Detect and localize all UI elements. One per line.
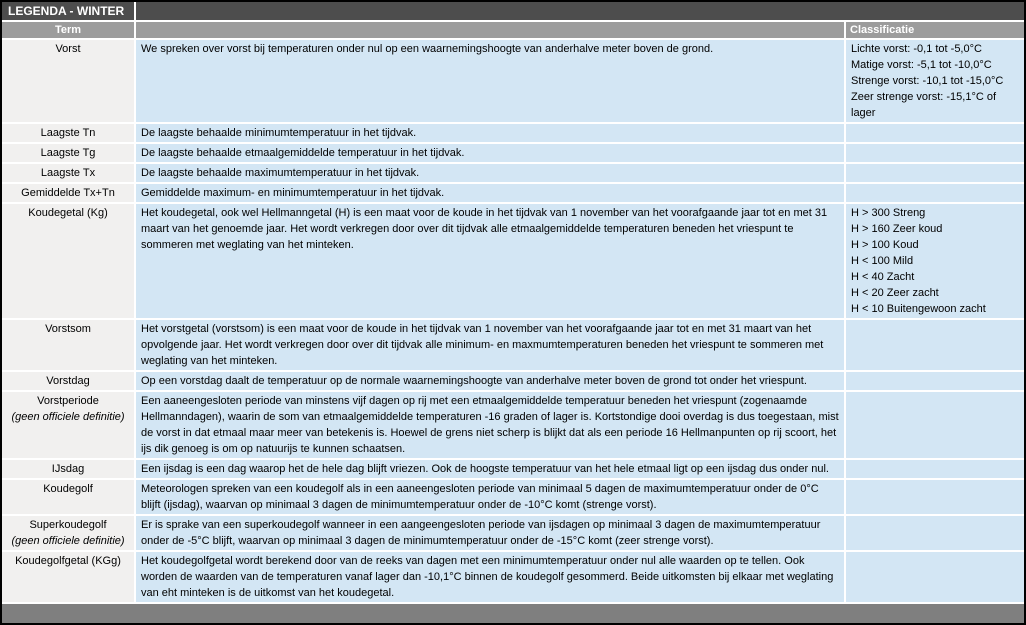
term-label: Koudegolfgetal (KGg) xyxy=(15,555,121,567)
term-cell xyxy=(2,460,134,478)
term-cell xyxy=(2,184,134,202)
table-row xyxy=(2,144,1024,162)
term-cell xyxy=(2,124,134,142)
classification-line: Lichte vorst: -0,1 tot -5,0°C xyxy=(851,43,982,55)
classification-cell xyxy=(846,204,1024,318)
table-row xyxy=(2,184,1024,202)
description-cell: Er is sprake van een superkoudegolf wanneer in een aangeengesloten periode van ijsdagen op minimaal 3 dagen de maximumtemperatuur onder de -5°C blijft, waarvan op minimaal 3 dagen de minimumtemperatuur onder de -15°C komt (zeer strenge vorst). xyxy=(136,516,844,550)
classification-cell xyxy=(846,372,1024,390)
classification-cell xyxy=(846,164,1024,182)
description-cell: Meteorologen spreken van een koudegolf als in een aaneengesloten periode van minimaal 5 dagen de maximumtemperatuur onder de 0°C blijft (ijsdag), waarvan op minimaal 3 dagen de minimumtemperatuur onder de -10°C komt (strenge vorst). xyxy=(136,480,844,514)
classification-cell xyxy=(846,552,1024,602)
table-body xyxy=(2,2,1024,602)
description-cell: Gemiddelde maximum- en minimumtemperatuur in het tijdvak. xyxy=(136,184,844,202)
description-cell: Het vorstgetal (vorstsom) is een maat voor de koude in het tijdvak van 1 november van het voorafgaande jaar tot en met 31 maart van het opvolgende jaar. Het wordt verkregen door over dit tijdvak alle minimum- en maxmumtemperaturen beneden het vriespunt te sommeren met weglating van het minteken. xyxy=(136,320,844,370)
term-label: IJsdag xyxy=(51,463,85,475)
table-row xyxy=(2,40,1024,122)
classification-cell xyxy=(846,124,1024,142)
term-cell xyxy=(2,372,134,390)
term-cell xyxy=(2,164,134,182)
column-header-description xyxy=(136,22,844,38)
term-label: Vorstdag xyxy=(46,375,90,387)
classification-line: Zeer strenge vorst: -15,1°C of lager xyxy=(851,91,997,119)
column-header-term: Term xyxy=(2,22,134,38)
page-title: LEGENDA - WINTER xyxy=(2,2,134,20)
title-row xyxy=(2,2,1024,20)
description-cell: De laagste behaalde etmaalgemiddelde temperatuur in het tijdvak. xyxy=(136,144,844,162)
column-header-row xyxy=(2,22,1024,38)
term-label: Vorstsom xyxy=(45,323,91,335)
description-cell: Het koudegolfgetal wordt berekend door van de reeks van dagen met een minimumtemperatuur onder nul alle waarden op te tellen. Ook worden de waarden van de temperaturen vanaf lager dan -10,1°C binnen de koudegolf gesommerd. Beide uitkomsten bij elkaar met weglating van eht minteken is de uitkomst van het koudegetal. xyxy=(136,552,844,602)
classification-cell xyxy=(846,516,1024,550)
table-row xyxy=(2,552,1024,602)
title-fill-bar xyxy=(136,2,1024,20)
term-cell xyxy=(2,392,134,458)
term-label: Laagste Tg xyxy=(40,147,96,159)
column-header-classificatie: Classificatie xyxy=(846,22,1024,38)
term-cell xyxy=(2,552,134,602)
description-cell: De laagste behaalde minimumtemperatuur in het tijdvak. xyxy=(136,124,844,142)
table-row xyxy=(2,124,1024,142)
term-cell xyxy=(2,320,134,370)
table-row xyxy=(2,372,1024,390)
classification-line: H < 40 Zacht xyxy=(851,271,915,283)
description-cell: Op een vorstdag daalt de temperatuur op de normale waarnemingshoogte van anderhalve meter boven de grond tot onder het vriespunt. xyxy=(136,372,844,390)
table-row xyxy=(2,204,1024,318)
term-cell xyxy=(2,144,134,162)
classification-line: Strenge vorst: -10,1 tot -15,0°C xyxy=(851,75,1004,87)
description-cell: De laagste behaalde maximumtemperatuur in het tijdvak. xyxy=(136,164,844,182)
classification-cell xyxy=(846,184,1024,202)
term-label: Koudegetal (Kg) xyxy=(28,207,108,219)
classification-line: H < 20 Zeer zacht xyxy=(851,287,939,299)
term-cell xyxy=(2,40,134,122)
classification-cell xyxy=(846,320,1024,370)
description-cell: We spreken over vorst bij temperaturen onder nul op een waarnemingshoogte van anderhalve meter boven de grond. xyxy=(136,40,844,122)
classification-line: H > 100 Koud xyxy=(851,239,919,251)
table-row xyxy=(2,320,1024,370)
term-label: Koudegolf xyxy=(43,483,93,495)
classification-line: H < 10 Buitengewoon zacht xyxy=(851,303,986,315)
classification-cell xyxy=(846,144,1024,162)
table-row xyxy=(2,460,1024,478)
data-rows xyxy=(2,40,1024,602)
classification-cell xyxy=(846,480,1024,514)
term-label: Gemiddelde Tx+Tn xyxy=(21,187,115,199)
term-label: Superkoudegolf xyxy=(29,519,107,531)
term-cell xyxy=(2,204,134,318)
classification-cell xyxy=(846,460,1024,478)
term-label: Laagste Tn xyxy=(40,127,96,139)
term-cell xyxy=(2,480,134,514)
term-cell xyxy=(2,516,134,550)
classification-cell xyxy=(846,392,1024,458)
description-cell: Een ijsdag is een dag waarop het de hele dag blijft vriezen. Ook de hoogste temperatuur van het hele etmaal ligt op een ijsdag dus onder nul. xyxy=(136,460,844,478)
table-row xyxy=(2,480,1024,514)
table-row xyxy=(2,164,1024,182)
classification-cell xyxy=(846,40,1024,122)
table-row xyxy=(2,392,1024,458)
term-label: Vorst xyxy=(55,43,81,55)
classification-line: H > 300 Streng xyxy=(851,207,926,219)
term-label: Laagste Tx xyxy=(40,167,96,179)
term-note: (geen officiele definitie) xyxy=(11,411,125,423)
term-note: (geen officiele definitie) xyxy=(11,535,125,547)
classification-line: H < 100 Mild xyxy=(851,255,914,267)
classification-line: Matige vorst: -5,1 tot -10,0°C xyxy=(851,59,992,71)
description-cell: Een aaneengesloten periode van minstens vijf dagen op rij met een etmaalgemiddelde temperatuur beneden het vriespunt (zogenaamde Hellmanndagen), waarin de som van etmaalgemiddelde temperaturen -16 graden of lager is. Kortstondige dooi overdag is dus toegestaan, mist de vorst in dat etmaal maar meer van betekenis is. Hoewel de grens niet scherp is blijkt dat als een periode 16 Hellmanpunten op rij scoort, het ijs dik genoeg is om op natuurijs te kunnen schaatsen. xyxy=(136,392,844,458)
classification-line: H > 160 Zeer koud xyxy=(851,223,943,235)
term-label: Vorstperiode xyxy=(37,395,99,407)
description-cell: Het koudegetal, ook wel Hellmanngetal (H) is een maat voor de koude in het tijdvak van 1 november van het voorafgaande jaar tot en met 31 maart van het genoemde jaar. Het wordt verkregen door over dit tijdvak alle etmaalgemiddelde temperaturen beneden het vriespunt te sommeren met weglating van het minteken. xyxy=(136,204,844,318)
table-row xyxy=(2,516,1024,550)
table-footer-bar xyxy=(2,604,1024,623)
